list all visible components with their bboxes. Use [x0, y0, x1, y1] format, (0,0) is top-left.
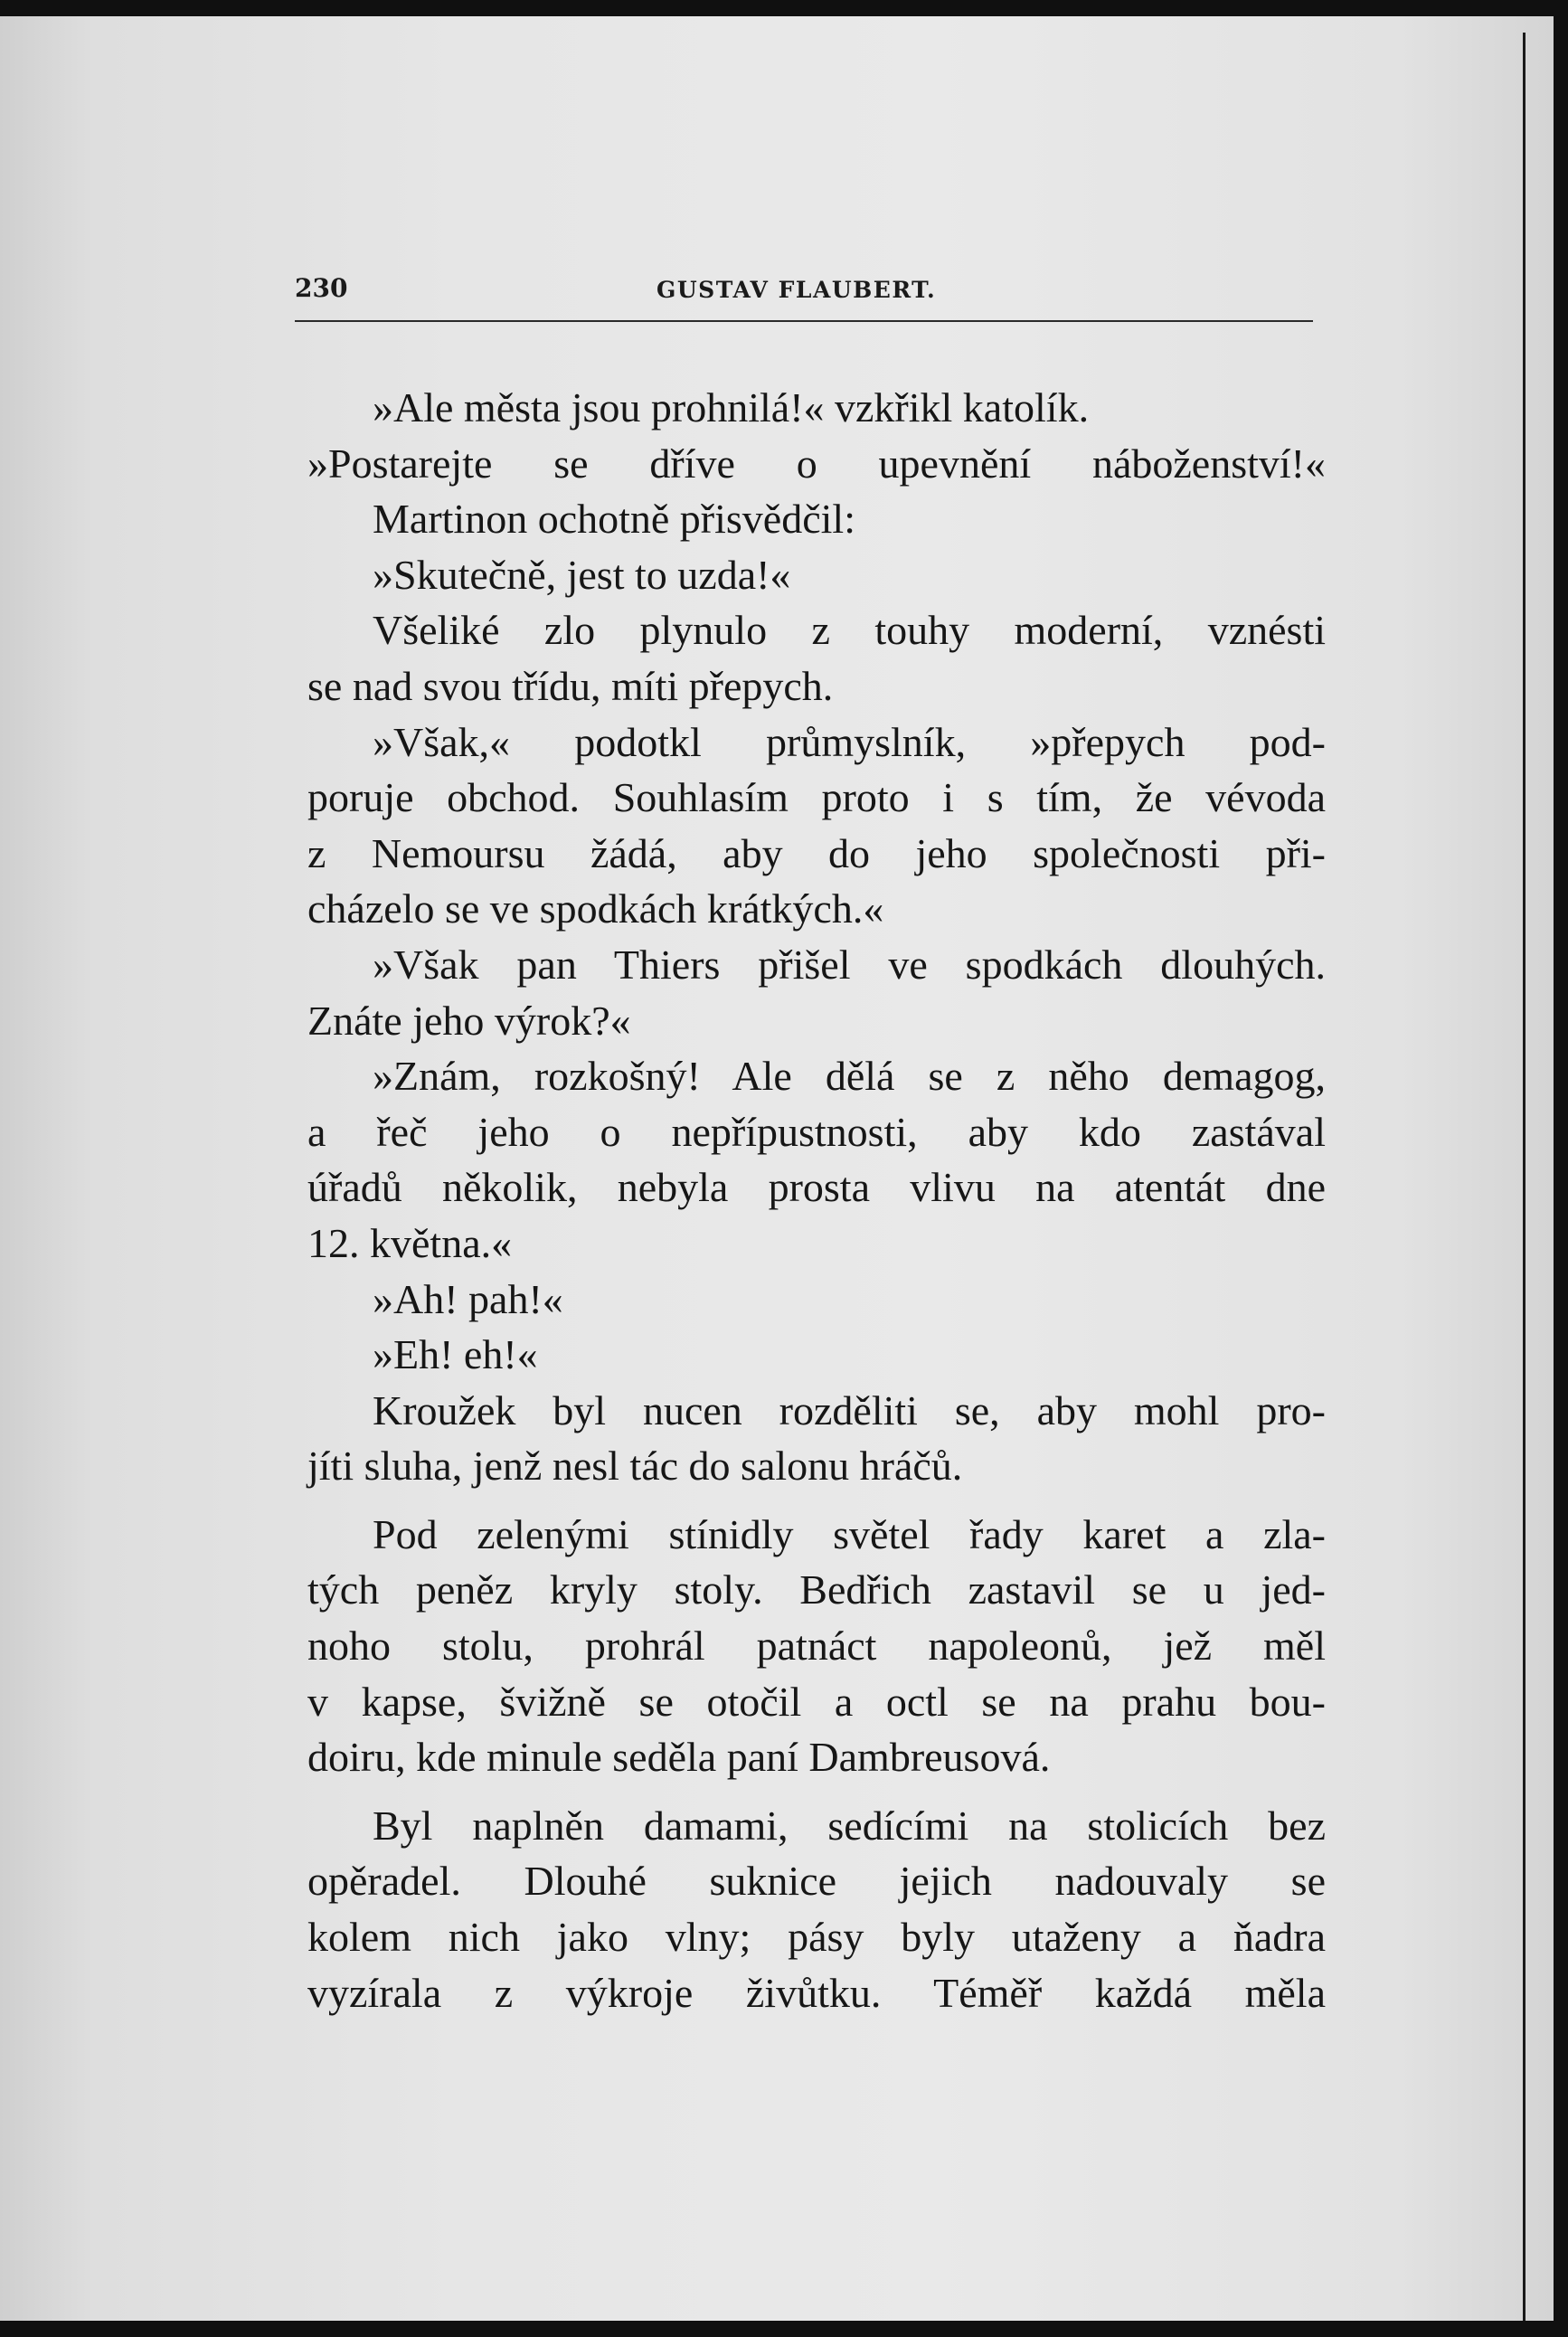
text-line: vyzírala z výkroje živůtku. Téměř každá měla	[307, 1969, 1326, 2016]
text-line: poruje obchod. Souhlasím proto i s tím, že vévoda	[307, 774, 1326, 821]
text-line: úřadů několik, nebyla prosta vlivu na atentát dne	[307, 1164, 1326, 1211]
page-edge-shadow	[1523, 33, 1525, 2321]
text-line: v kapse, švižně se otočil a octl se na prahu bou-	[307, 1678, 1326, 1725]
text-line: doiru, kde minule seděla paní Dambreusová.	[307, 1734, 1051, 1781]
text-line: tých peněz kryly stoly. Bedřich zastavil se u jed-	[307, 1566, 1326, 1613]
text-line: Byl naplněn damami, sedícími na stolicích bez	[373, 1802, 1326, 1849]
running-head	[295, 270, 1313, 322]
text-line: z Nemoursu žádá, aby do jeho společnosti při-	[307, 829, 1326, 876]
text-line: se nad svou třídu, míti přepych.	[307, 662, 834, 709]
body-text	[307, 380, 1326, 2020]
text-line: opěradel. Dlouhé suknice jejich nadouvaly se	[307, 1858, 1326, 1905]
text-line: »Znám, rozkošný! Ale dělá se z něho demagog,	[373, 1053, 1326, 1100]
text-line: Kroužek byl nucen rozděliti se, aby mohl pro-	[373, 1386, 1326, 1433]
text-line: Všeliké zlo plynulo z touhy moderní, vznésti	[373, 607, 1326, 654]
text-line: »Však,« podotkl průmyslník, »přepych pod-	[373, 718, 1326, 765]
text-line: Pod zelenými stínidly světel řady karet a zla-	[373, 1510, 1326, 1557]
running-title: GUSTAV FLAUBERT.	[656, 277, 937, 303]
text-line: »Skutečně, jest to uzda!«	[373, 551, 791, 598]
text-line: jíti sluha, jenž nesl tác do salonu hráčů.	[307, 1443, 963, 1490]
text-line: Znáte jeho výrok?«	[307, 997, 631, 1044]
text-line: Martinon ochotně přisvědčil:	[373, 496, 855, 543]
text-line: »Ale města jsou prohnilá!« vzkřikl katolík.	[373, 384, 1090, 430]
text-line: noho stolu, prohrál patnáct napoleonů, jež měl	[307, 1623, 1326, 1670]
text-line: a řeč jeho o nepřípustnosti, aby kdo zastával	[307, 1108, 1326, 1155]
text-line: cházelo se ve spodkách krátkých.«	[307, 885, 884, 932]
text-line: »Ah! pah!«	[373, 1275, 563, 1322]
page-number: 230	[295, 273, 348, 303]
text-line: 12. května.«	[307, 1219, 513, 1266]
text-line: »Eh! eh!«	[373, 1331, 538, 1378]
text-line: »Však pan Thiers přišel ve spodkách dlouhých.	[373, 941, 1326, 988]
text-line: »Postarejte se dříve o upevnění náboženství!«	[307, 440, 1326, 487]
text-line: kolem nich jako vlny; pásy byly utaženy a ňadra	[307, 1914, 1326, 1961]
